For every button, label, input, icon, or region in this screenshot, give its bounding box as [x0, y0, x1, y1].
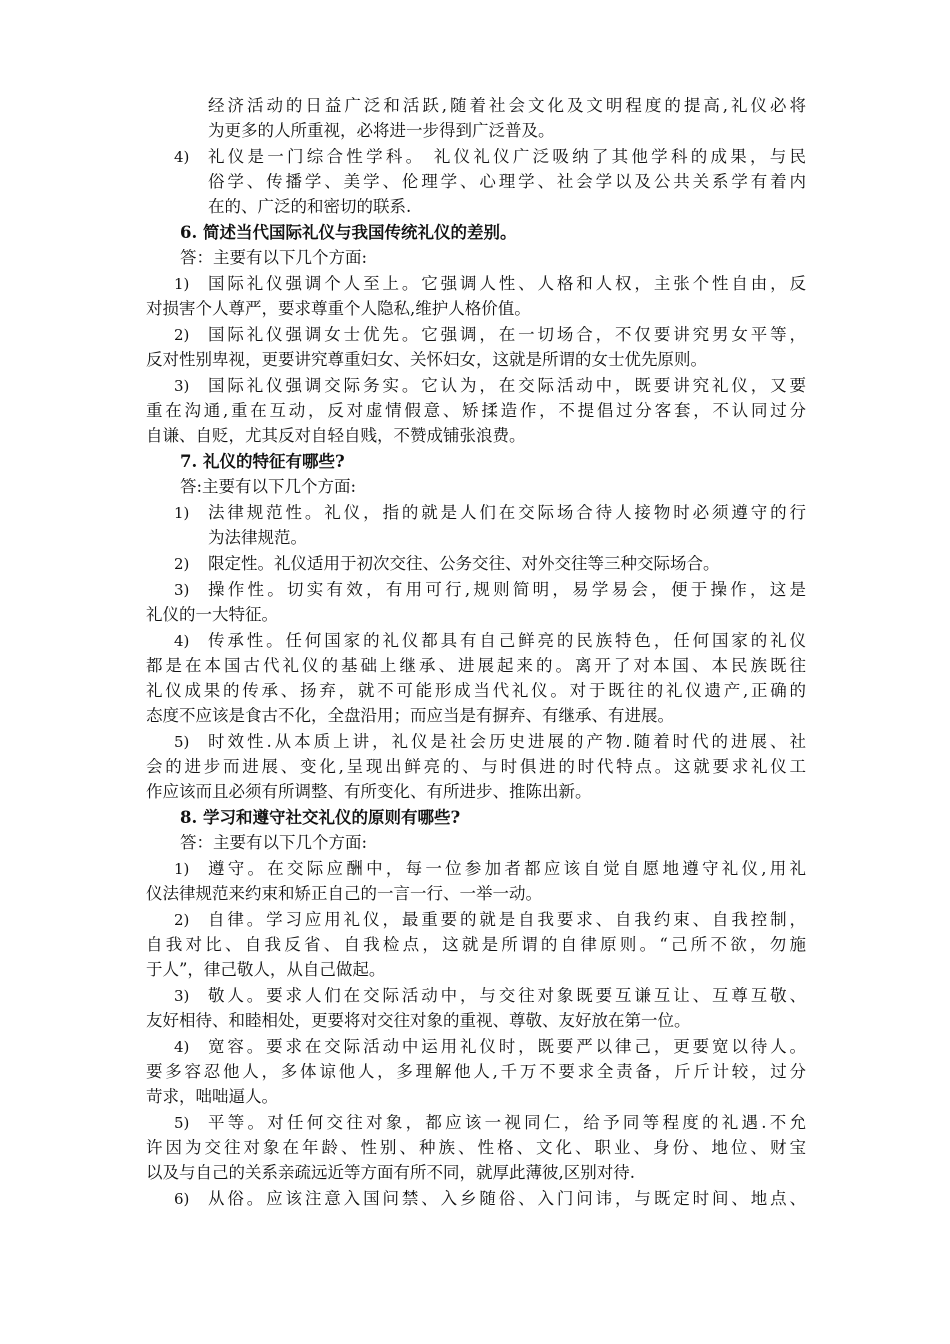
list-marker: 1)	[174, 504, 190, 522]
paragraph-line: 对损害个人尊严，要求尊重个人隐私,维护人格价值。	[146, 299, 531, 318]
list-marker: 2)	[174, 326, 190, 344]
paragraph-line: 从俗。应该注意入国问禁、入乡随俗、入门问讳，与既定时间、地点、	[208, 1189, 806, 1208]
paragraph-line: 在的、广泛的和密切的联系.	[208, 197, 412, 216]
paragraph-line: 操作性。切实有效，有用可行,规则简明，易学易会，便于操作，这是	[208, 580, 806, 599]
paragraph-line: 为法律规范。	[208, 528, 307, 547]
paragraph-line: 作应该而且必须有所调整、有所变化、有所进步、推陈出新。	[146, 782, 592, 801]
list-marker: 4)	[174, 148, 190, 166]
paragraph-line: 礼仪是一门综合性学科。 礼仪礼仪广泛吸纳了其他学科的成果，与民	[208, 147, 806, 166]
paragraph-line: 自谦、自贬，尤其反对自轻自贱，不赞成铺张浪费。	[146, 426, 526, 445]
paragraph-line: 态度不应该是食古不化，全盘沿用；而应当是有摒弃、有继承、有进展。	[146, 706, 674, 725]
paragraph-line: 重在沟通,重在互动，反对虚情假意、矫揉造作，不提倡过分客套，不认同过分	[146, 401, 806, 420]
paragraph-line: 国际礼仪强调个人至上。它强调人性、人格和人权，主张个性自由，反	[208, 274, 806, 293]
question-heading: 7. 礼仪的特征有哪些?	[180, 452, 345, 471]
question-heading: 8. 学习和遵守社交礼仪的原则有哪些?	[180, 808, 461, 827]
paragraph-line: 宽容。要求在交际活动中运用礼仪时，既要严以律己，更要宽以待人。	[208, 1037, 806, 1056]
list-marker: 2)	[174, 911, 190, 929]
paragraph-line: 友好相待、和睦相处，更要将对交往对象的重视、尊敬、友好放在第一位。	[146, 1011, 691, 1030]
list-marker: 2)	[174, 555, 190, 573]
paragraph-line: 于人”，律己敬人，从自己做起。	[146, 960, 386, 979]
paragraph-line: 都是在本国古代礼仪的基础上继承、进展起来的。离开了对本国、本民族既往	[146, 656, 806, 675]
paragraph-line: 国际礼仪强调交际务实。它认为，在交际活动中，既要讲究礼仪，又要	[208, 376, 806, 395]
paragraph-line: 仪法律规范来约束和矫正自己的一言一行、一举一动。	[146, 884, 542, 903]
list-marker: 3)	[174, 581, 190, 599]
list-marker: 4)	[174, 632, 190, 650]
paragraph-line: 俗学、传播学、美学、伦理学、心理学、社会学以及公共关系学有着内	[208, 172, 806, 191]
paragraph-line: 会的进步而进展、变化,呈现出鲜亮的、与时俱进的时代特点。这就要求礼仪工	[146, 757, 806, 776]
paragraph-line: 反对性别卑视，更要讲究尊重妇女、关怀妇女，这就是所谓的女士优先原则。	[146, 350, 707, 369]
paragraph-line: 法律规范性。礼仪，指的就是人们在交际场合待人接物时必须遵守的行	[208, 503, 806, 522]
list-marker: 3)	[174, 987, 190, 1005]
paragraph-line: 自律。学习应用礼仪，最重要的就是自我要求、自我约束、自我控制，	[208, 910, 806, 929]
paragraph-line: 平等。对任何交往对象，都应该一视同仁，给予同等程度的礼遇.不允	[208, 1113, 806, 1132]
paragraph-line: 限定性。礼仪适用于初次交往、公务交往、对外交往等三种交际场合。	[208, 554, 720, 573]
paragraph-line: 为更多的人所重视，必将进一步得到广泛普及。	[208, 121, 555, 140]
paragraph-line: 苛求，咄咄逼人。	[146, 1087, 278, 1106]
question-heading: 6. 简述当代国际礼仪与我国传统礼仪的差别。	[180, 223, 517, 242]
paragraph-line: 敬人。要求人们在交际活动中，与交往对象既要互谦互让、互尊互敬、	[208, 986, 806, 1005]
paragraph-line: 国际礼仪强调女士优先。它强调，在一切场合，不仅要讲究男女平等，	[208, 325, 806, 344]
list-marker: 4)	[174, 1038, 190, 1056]
list-marker: 5)	[174, 1114, 190, 1132]
list-marker: 5)	[174, 733, 190, 751]
answer-intro: 答：主要有以下几个方面:	[180, 833, 368, 852]
paragraph-line: 自我对比、自我反省、自我检点，这就是所谓的自律原则。“己所不欲，勿施	[146, 935, 806, 954]
paragraph-line: 许因为交往对象在年龄、性别、种族、性格、文化、职业、身份、地位、财宝	[146, 1138, 806, 1157]
answer-intro: 答：主要有以下几个方面:	[180, 248, 368, 267]
paragraph-line: 要多容忍他人，多体谅他人，多理解他人,千万不要求全责备，斤斤计较，过分	[146, 1062, 806, 1081]
paragraph-line: 经济活动的日益广泛和活跃,随着社会文化及文明程度的提高,礼仪必将	[208, 96, 806, 115]
paragraph-line: 以及与自己的关系亲疏远近等方面有所不同，就厚此薄彼,区别对待.	[146, 1163, 635, 1182]
list-marker: 3)	[174, 377, 190, 395]
list-marker: 1)	[174, 275, 190, 293]
paragraph-line: 礼仪的一大特征。	[146, 605, 278, 624]
list-marker: 1)	[174, 860, 190, 878]
paragraph-line: 遵守。在交际应酬中，每一位参加者都应该自觉自愿地遵守礼仪,用礼	[208, 859, 806, 878]
paragraph-line: 礼仪成果的传承、扬弃，就不可能形成当代礼仪。对于既往的礼仪遗产,正确的	[146, 681, 806, 700]
paragraph-line: 传承性。任何国家的礼仪都具有自己鲜亮的民族特色，任何国家的礼仪	[208, 631, 806, 650]
list-marker: 6)	[174, 1190, 190, 1208]
answer-intro: 答:主要有以下几个方面:	[180, 477, 357, 496]
paragraph-line: 时效性.从本质上讲，礼仪是社会历史进展的产物.随着时代的进展、社	[208, 732, 806, 751]
